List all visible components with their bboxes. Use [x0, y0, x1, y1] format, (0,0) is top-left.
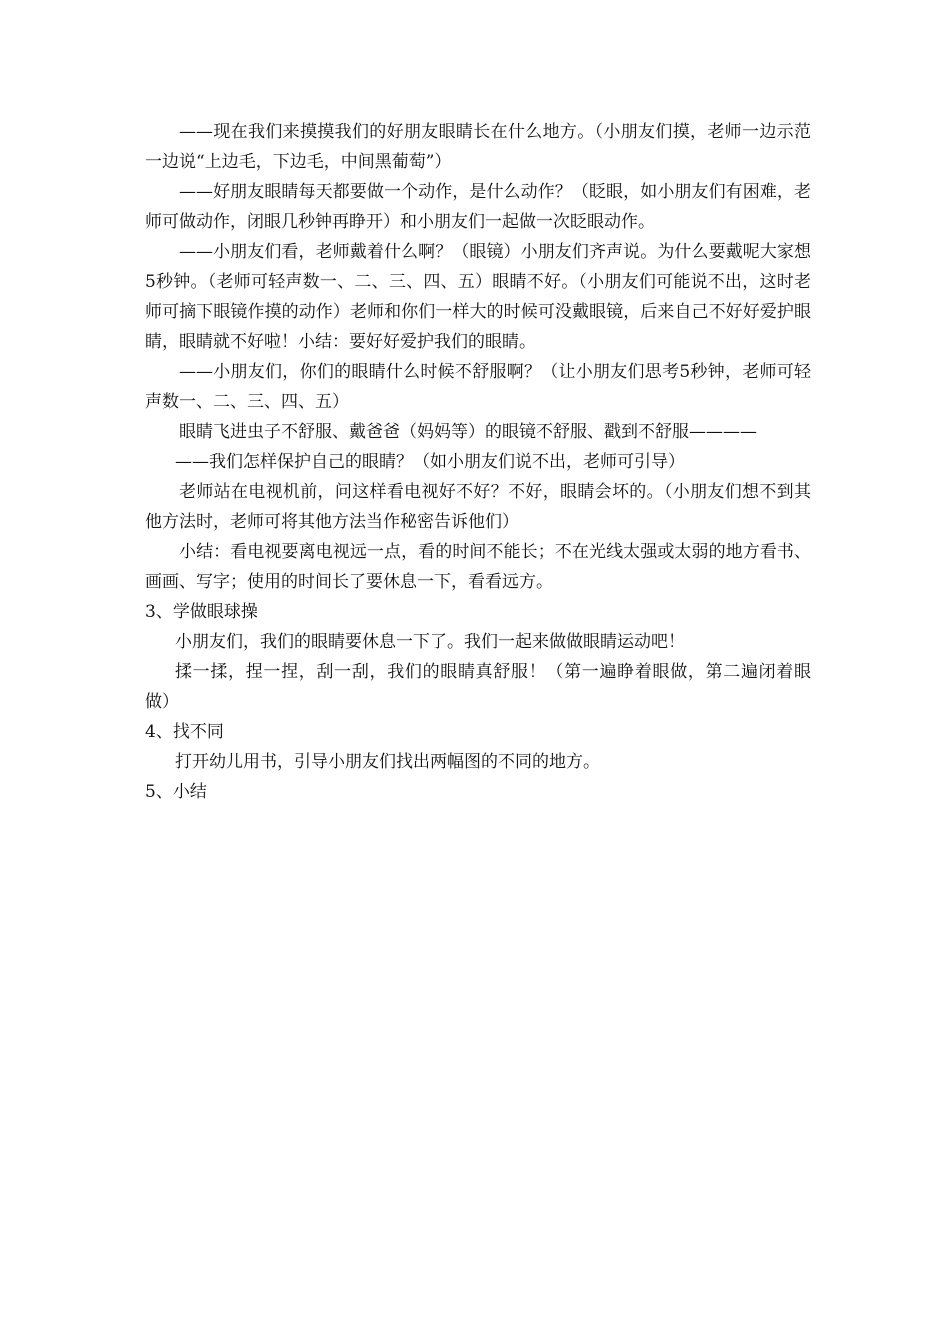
paragraph-summary-tips: 小结：看电视要离电视远一点，看的时间不能长；不在光线太强或太弱的地方看书、画画、写字；使用的时间长了要休息一下，看看远方。 — [145, 542, 811, 592]
paragraph-rest-eyes: 小朋友们，我们的眼睛要休息一下了。我们一起来做做眼睛运动吧！ — [175, 632, 685, 652]
paragraph-touch-eyes: ——现在我们来摸摸我们的好朋友眼睛长在什么地方。（小朋友们摸，老师一边示范一边说“上边毛，下边毛，中间黑葡萄”） — [145, 122, 811, 172]
paragraph-tv-demo: 老师站在电视机前，问这样看电视好不好？不好，眼睛会坏的。（小朋友们想不到其他方法时，老师可将其他方法当作秘密告诉他们） — [145, 482, 811, 532]
paragraph-discomfort-examples: 眼睛飞进虫子不舒服、戴爸爸（妈妈等）的眼镜不舒服、戳到不舒服———— — [179, 422, 757, 442]
paragraph-protect-question: ——我们怎样保护自己的眼睛？（如小朋友们说不出，老师可引导） — [175, 452, 685, 472]
section-heading-summary: 5、小结 — [145, 782, 207, 802]
section-heading-find-difference: 4、找不同 — [145, 722, 224, 742]
document-page — [145, 117, 811, 807]
paragraph-discomfort-question: ——小朋友们，你们的眼睛什么时候不舒服啊？（让小朋友们思考5秒钟，老师可轻声数一、二、三、四、五） — [145, 362, 811, 412]
section-heading-eye-exercise: 3、学做眼球操 — [145, 602, 258, 622]
paragraph-exercise-steps: 揉一揉，捏一捏，刮一刮，我们的眼睛真舒服！（第一遍睁着眼做，第二遍闭着眼做） — [145, 662, 811, 712]
paragraph-blink-action: ——好朋友眼睛每天都要做一个动作，是什么动作？（眨眼，如小朋友们有困难，老师可做动作，闭眼几秒钟再睁开）和小朋友们一起做一次眨眼动作。 — [145, 182, 811, 232]
paragraph-open-book: 打开幼儿用书，引导小朋友们找出两幅图的不同的地方。 — [175, 752, 600, 772]
paragraph-glasses: ——小朋友们看，老师戴着什么啊？（眼镜）小朋友们齐声说。为什么要戴呢大家想5秒钟。（老师可轻声数一、二、三、四、五）眼睛不好。（小朋友们可能说不出，这时老师可摘下眼镜作摸的动作）老师和你们一样大的时候可没戴眼镜，后来自己不好好爱护眼睛，眼睛就不好啦！小结：要好好爱护我们的眼睛。 — [145, 242, 811, 352]
